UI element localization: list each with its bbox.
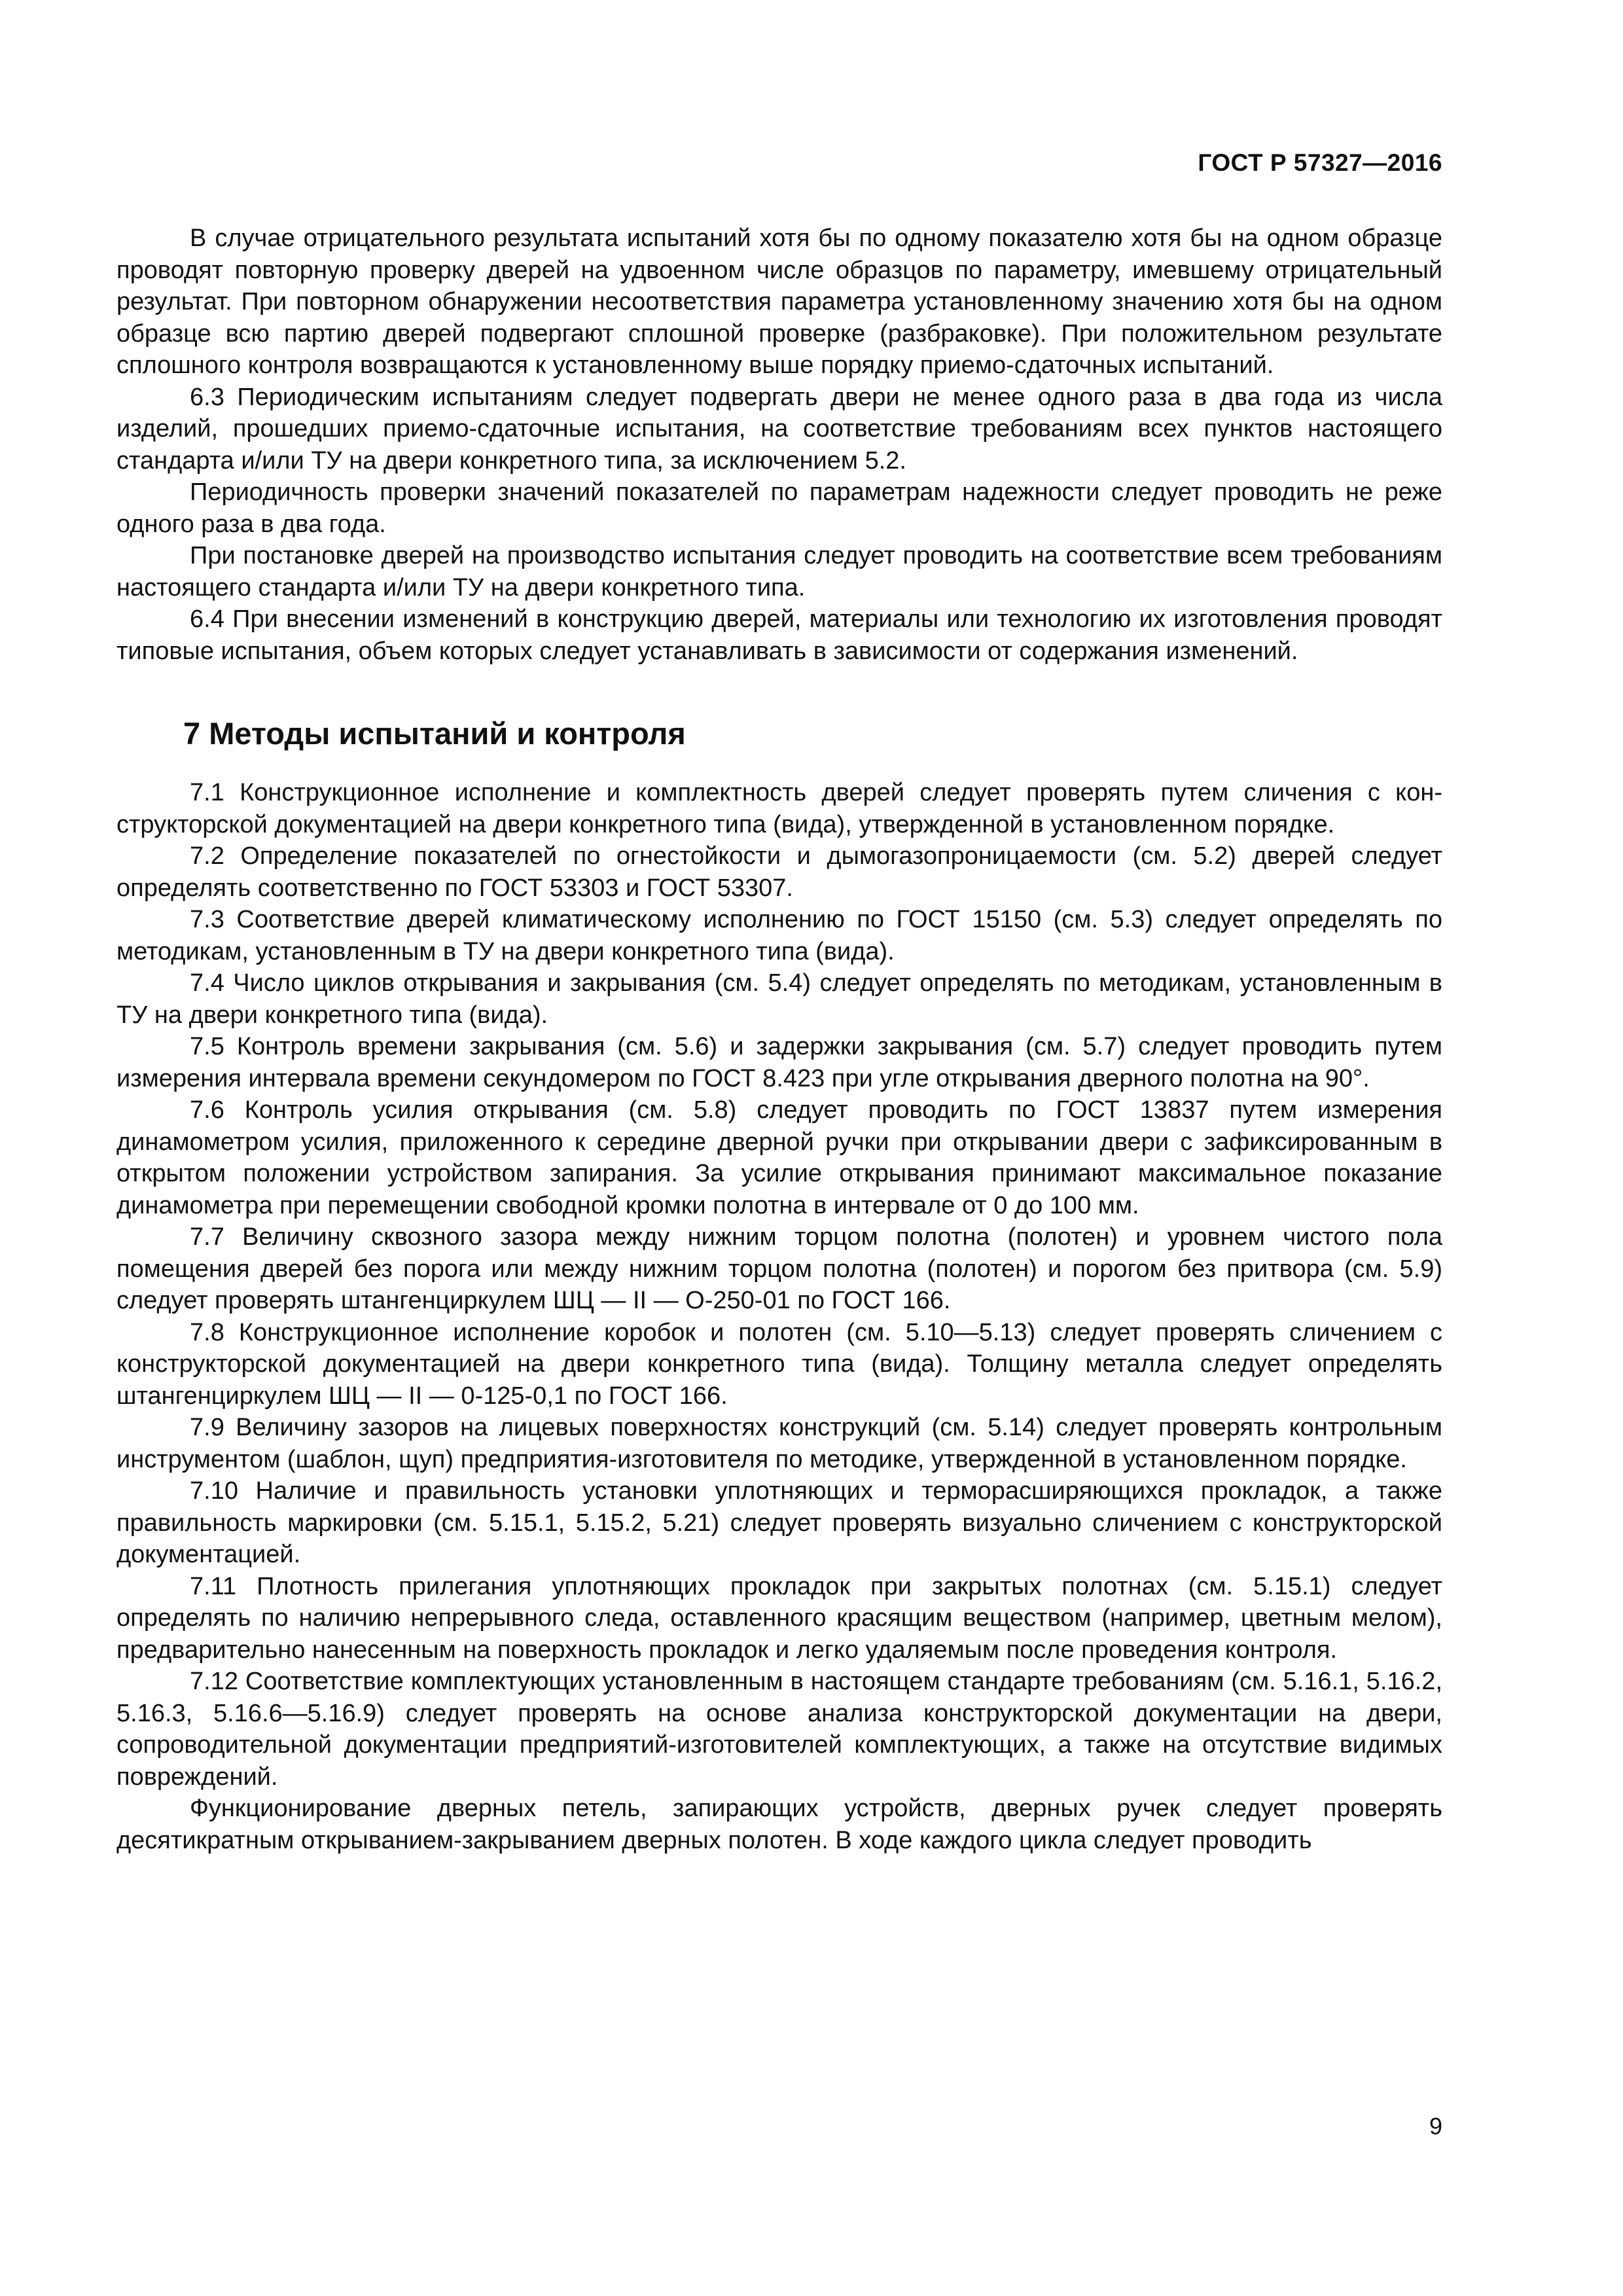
paragraph: 6.4 При внесении изменений в конструкцию дверей, материалы или технологию их изготовления проводят типовые испытания, объем которых следует устанавливать в зависимости от содержания изменений.: [116, 605, 1442, 665]
paragraph: 7.10 Наличие и правильность установки уплотняющих и терморасширяющихся прокладок, а также правильность маркировки (см. 5.15.1, 5.15.2, 5.21) следует проверять визуально сличением с конструкторской документацией.: [116, 1477, 1442, 1568]
paragraph: При постановке дверей на производство испытания следует проводить на соответствие всем требованиям настоящего стандарта и/или ТУ на двери конкретного типа.: [116, 542, 1442, 601]
paragraph: Периодичность проверки значений показателей по параметрам надежности следует проводить не реже одного раза в два года.: [116, 478, 1442, 538]
paragraph: 7.9 Величину зазоров на лицевых поверхностях конструкций (см. 5.14) следует проверять контрольным инструментом (шаблон, щуп) предприятия-изготовителя по методике, утвержденной в установленном порядке.: [116, 1414, 1442, 1473]
paragraph: 7.12 Соответствие комплектующих установленным в настоящем стандарте требованиям (см. 5.16.1, 5.16.2, 5.16.3, 5.16.6—5.16.9) следует проверять на основе анализа конструкторской документации на двери, сопроводительной документации предприятий-изготовителей комплектующих, а также на отсутствие видимых повреждений.: [116, 1668, 1442, 1791]
page-content: [116, 223, 1442, 1856]
paragraph: 7.7 Величину сквозного зазора между нижним торцом полотна (полотен) и уровнем чистого пола помещения дверей без порога или между нижним торцом полотна (полотен) и порогом без притвора (см. 5.9) следует проверять штангенциркулем ШЦ — II — О-250-01 по ГОСТ 166.: [116, 1223, 1442, 1314]
paragraph: 7.6 Контроль усилия открывания (см. 5.8) следует проводить по ГОСТ 13837 путем измерения динамометром усилия, приложенного к середине дверной ручки при открывании двери с зафиксированным в открытом положении устройством запирания. За усилие открывания принимают максимальное показание динамометра при перемещении свободной кромки полотна в интервале от 0 до 100 мм.: [116, 1096, 1442, 1219]
paragraph: 7.3 Соответствие дверей климатическому исполнению по ГОСТ 15150 (см. 5.3) следует определять по методикам, установленным в ТУ на двери конкретного типа (вида).: [116, 906, 1442, 965]
document-code: ГОСТ Р 57327—2016: [1198, 149, 1442, 176]
paragraph: 7.1 Конструкционное исполнение и комплектность дверей следует проверять путем сличения с конструкторской документацией на двери конкретного типа (вида), утвержденной в установленном порядке.: [116, 779, 1442, 838]
paragraph: 7.4 Число циклов открывания и закрывания (см. 5.4) следует определять по методикам, установленным в ТУ на двери конкретного типа (вида).: [116, 969, 1442, 1029]
paragraph: В случае отрицательного результата испытаний хотя бы по одному показателю хотя бы на одном образце проводят повторную проверку дверей на удвоенном числе образцов по параметру, имевшему отрицательный результат. При повторном обнаружении несоответствия параметра установленному значению хотя бы на одном образце всю партию дверей подвергают сплошной проверке (разбраковке). При положительном результате сплошного контроля возвращаются к установленному выше порядку приемо-сдаточных испытаний.: [116, 224, 1442, 379]
paragraph: 7.2 Определение показателей по огнестойкости и дымогазопроницаемости (см. 5.2) дверей следует определять соответственно по ГОСТ 53303 и ГОСТ 53307.: [116, 842, 1442, 902]
paragraph: 7.8 Конструкционное исполнение коробок и полотен (см. 5.10—5.13) следует проверять сличением с конструкторской документацией на двери конкретного типа (вида). Толщину металла следует определять штангенциркулем ШЦ — II — 0-125-0,1 по ГОСТ 166.: [116, 1318, 1442, 1410]
page-number: 9: [1429, 2113, 1442, 2140]
paragraph: 6.3 Периодическим испытаниям следует подвергать двери не менее одного раза в два года из числа изделий, прошедших приемо-сдаточные испытания, на соответствие требованиям всех пунктов настоящего стандарта и/или ТУ на двери конкретного типа, за исключением 5.2.: [116, 383, 1442, 475]
paragraph: Функционирование дверных петель, запирающих устройств, дверных ручек следует проверять десятикратным открыванием-закрыванием дверных полотен. В ходе каждого цикла следует проводить: [116, 1795, 1442, 1854]
section-heading: 7 Методы испытаний и контроля: [183, 716, 686, 751]
paragraph: 7.11 Плотность прилегания уплотняющих прокладок при закрытых полотнах (см. 5.15.1) следует определять по наличию непрерывного следа, оставленного красящим веществом (например, цветным мелом), предварительно нанесенным на поверхность прокладок и легко удаляемым после проведения контроля.: [116, 1572, 1442, 1664]
paragraph: 7.5 Контроль времени закрывания (см. 5.6) и задержки закрывания (см. 5.7) следует проводить путем измерения интервала времени секундомером по ГОСТ 8.423 при угле открывания дверного полотна на 90°.: [116, 1033, 1442, 1092]
